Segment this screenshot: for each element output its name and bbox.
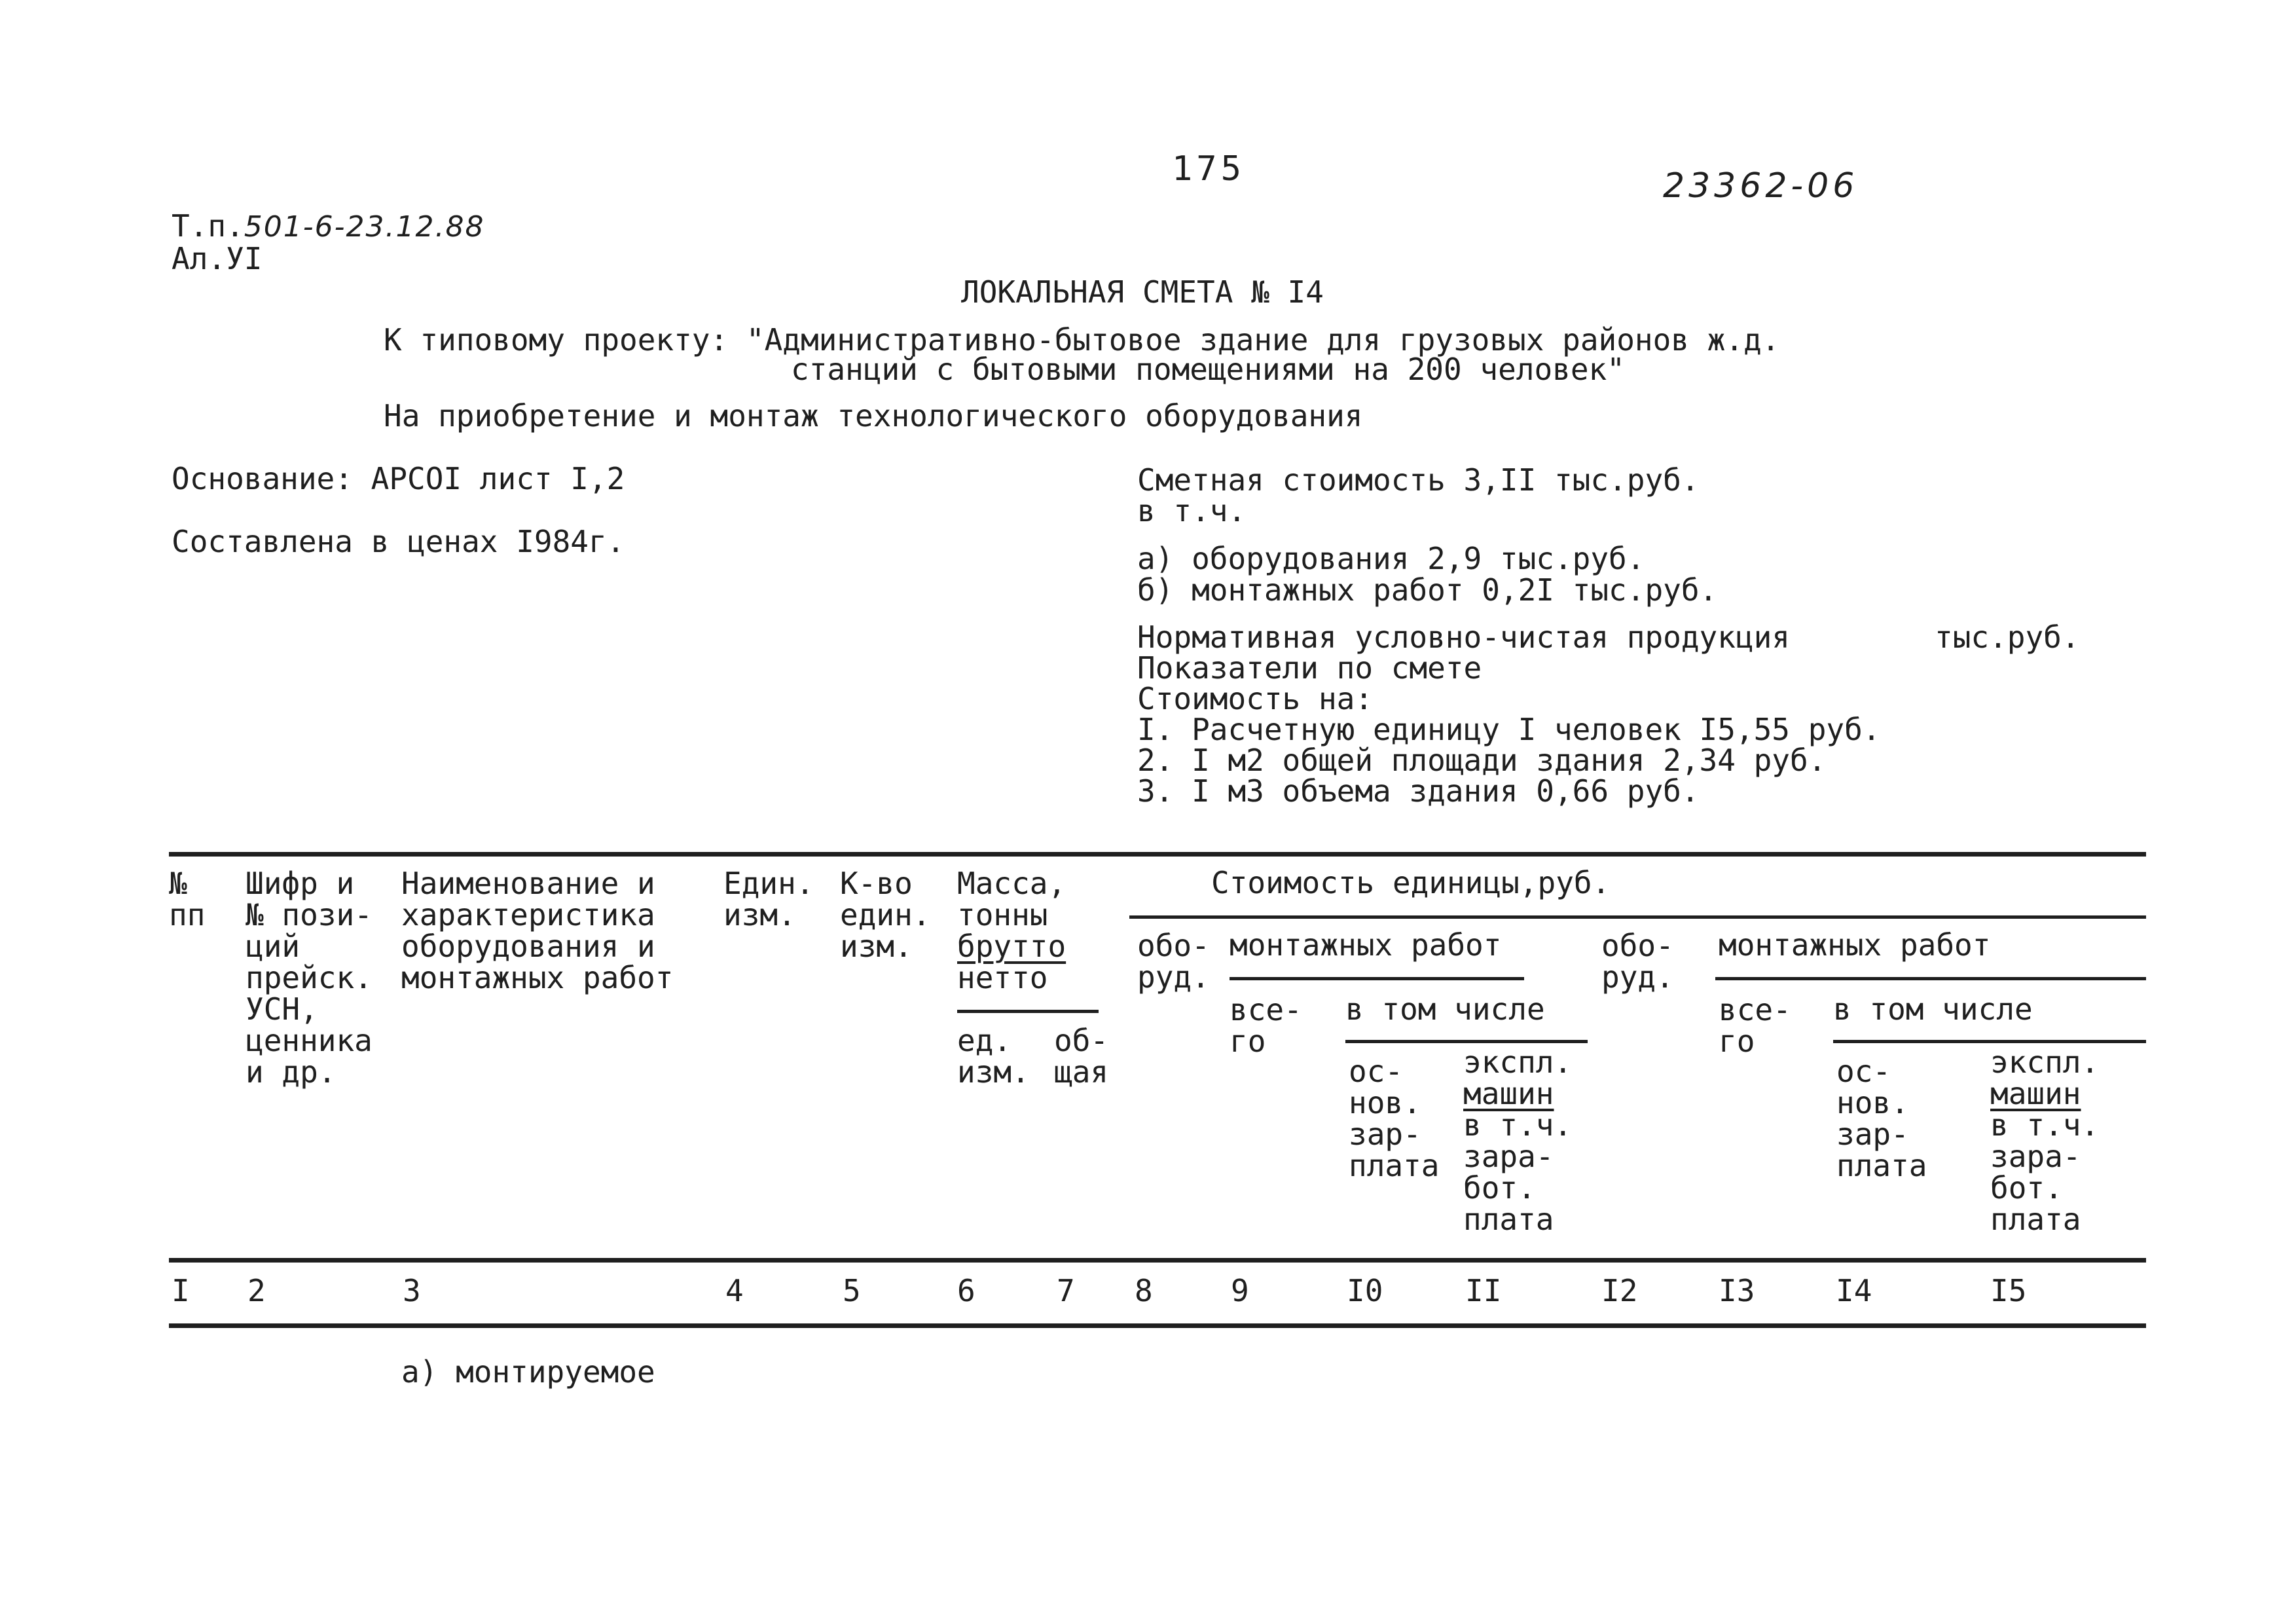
header-mass: Масса, тонны брутто нетто [957,866,1066,995]
cost-including: в т.ч. [1137,493,1247,528]
purpose: На приобретение и монтаж технологического оборудования [384,398,1363,434]
column-number: I4 [1836,1273,1872,1308]
header-mass-gross: брутто [957,929,1066,964]
header-equipment: обо- руд. [1137,928,1210,995]
header-including: в том числе [1345,991,1545,1027]
header-unit-cost: Стоимость единицы,руб. [1211,865,1611,900]
basis: Основание: АРСОI лист I,2 [172,461,625,496]
column-number: II [1465,1273,1502,1308]
indicators-title: Показатели по смете [1137,650,1482,686]
rule-install-1 [1230,977,1524,980]
header-base-wage: ос- нов. зар- плата [1349,1054,1440,1183]
header-machines-2: экспл. машин в т.ч. зара- бот. плата [1990,1044,2100,1237]
column-number: 4 [725,1273,744,1308]
cost-equipment: а) оборудования 2,9 тыс.руб. [1137,541,1645,576]
header-quantity: К-во един. изм. [840,866,931,964]
header-installation-total: все- го [1230,992,1302,1059]
header-equipment-2: обо- руд. [1601,928,1674,995]
estimate-total-cost: Сметная стоимость 3,II тыс.руб. [1137,462,1700,498]
table-header-bottom-rule [169,1258,2146,1263]
header-row-number: № пп [169,866,206,932]
table-numbers-bottom-rule [169,1323,2146,1328]
rule-incl-2 [1833,1040,2146,1043]
rule-mass [957,1010,1099,1013]
column-number: 5 [843,1273,861,1308]
header-mass-net: нетто [957,960,1048,995]
header-name: Наименование и характеристика оборудования и монтажных работ [401,866,674,995]
header-unit: Един. изм. [723,866,814,932]
document-code: 23362-06 [1663,166,1859,206]
column-number: I2 [1601,1273,1638,1308]
cost-on: Стоимость на: [1137,681,1374,716]
rule-incl-1 [1345,1040,1588,1043]
column-number: 7 [1057,1273,1075,1308]
column-number: 8 [1135,1273,1153,1308]
header-base-wage-2: ос- нов. зар- плата [1836,1054,1927,1183]
project-line-2: станций с бытовыми помещениями на 200 человек" [791,352,1625,387]
page-number: 175 [1172,149,1245,189]
header-installation: монтажных работ [1230,927,1502,963]
project-line-1: К типовому проекту: "Административно-бытовое здание для грузовых районов ж.д. [384,322,1780,358]
indicator-item: 2. I м2 общей площади здания 2,34 руб. [1137,743,1827,778]
price-level: Составлена в ценах I984г. [172,524,625,559]
column-number: I [172,1273,190,1308]
header-mass-total: об- щая [1054,1023,1109,1090]
column-number: I3 [1719,1273,1755,1308]
header-mass-unit: ед. изм. [957,1023,1030,1090]
header-code: Шифр и № пози- ций прейск. УСН, ценника и др. [246,866,373,1090]
header-installation-2: монтажных работ [1719,927,1991,963]
normative-product: Нормативная условно-чистая продукция [1137,619,1790,655]
indicator-item: I. Расчетную единицу I человек I5,55 руб. [1137,712,1881,747]
column-number: I5 [1990,1273,2027,1308]
column-number: 6 [957,1273,975,1308]
header-machines: экспл. машин в т.ч. зара- бот. плата [1463,1044,1573,1237]
column-number: 3 [403,1273,421,1308]
indicator-item: 3. I м3 объема здания 0,66 руб. [1137,773,1700,809]
table-top-rule [169,852,2146,857]
tp-number: 501-6-23.12.88 [244,210,485,244]
section-heading: а) монтируемое [401,1354,655,1390]
album-ref: Ал.УI [172,241,263,276]
column-number: 9 [1231,1273,1249,1308]
header-installation-total-2: все- го [1719,992,1791,1059]
typical-project-ref [172,208,485,244]
header-including-2: в том числе [1833,991,2033,1027]
column-number: I0 [1347,1273,1383,1308]
tp-prefix: Т.п. [172,208,244,244]
column-number: 2 [247,1273,266,1308]
normative-product-unit: тыс.руб. [1935,619,2080,655]
rule-cost-header [1129,915,2146,919]
estimate-title: ЛОКАЛЬНАЯ СМЕТА № I4 [961,274,1324,310]
rule-install-2 [1715,977,2146,980]
cost-installation: б) монтажных работ 0,2I тыс.руб. [1137,572,1718,608]
